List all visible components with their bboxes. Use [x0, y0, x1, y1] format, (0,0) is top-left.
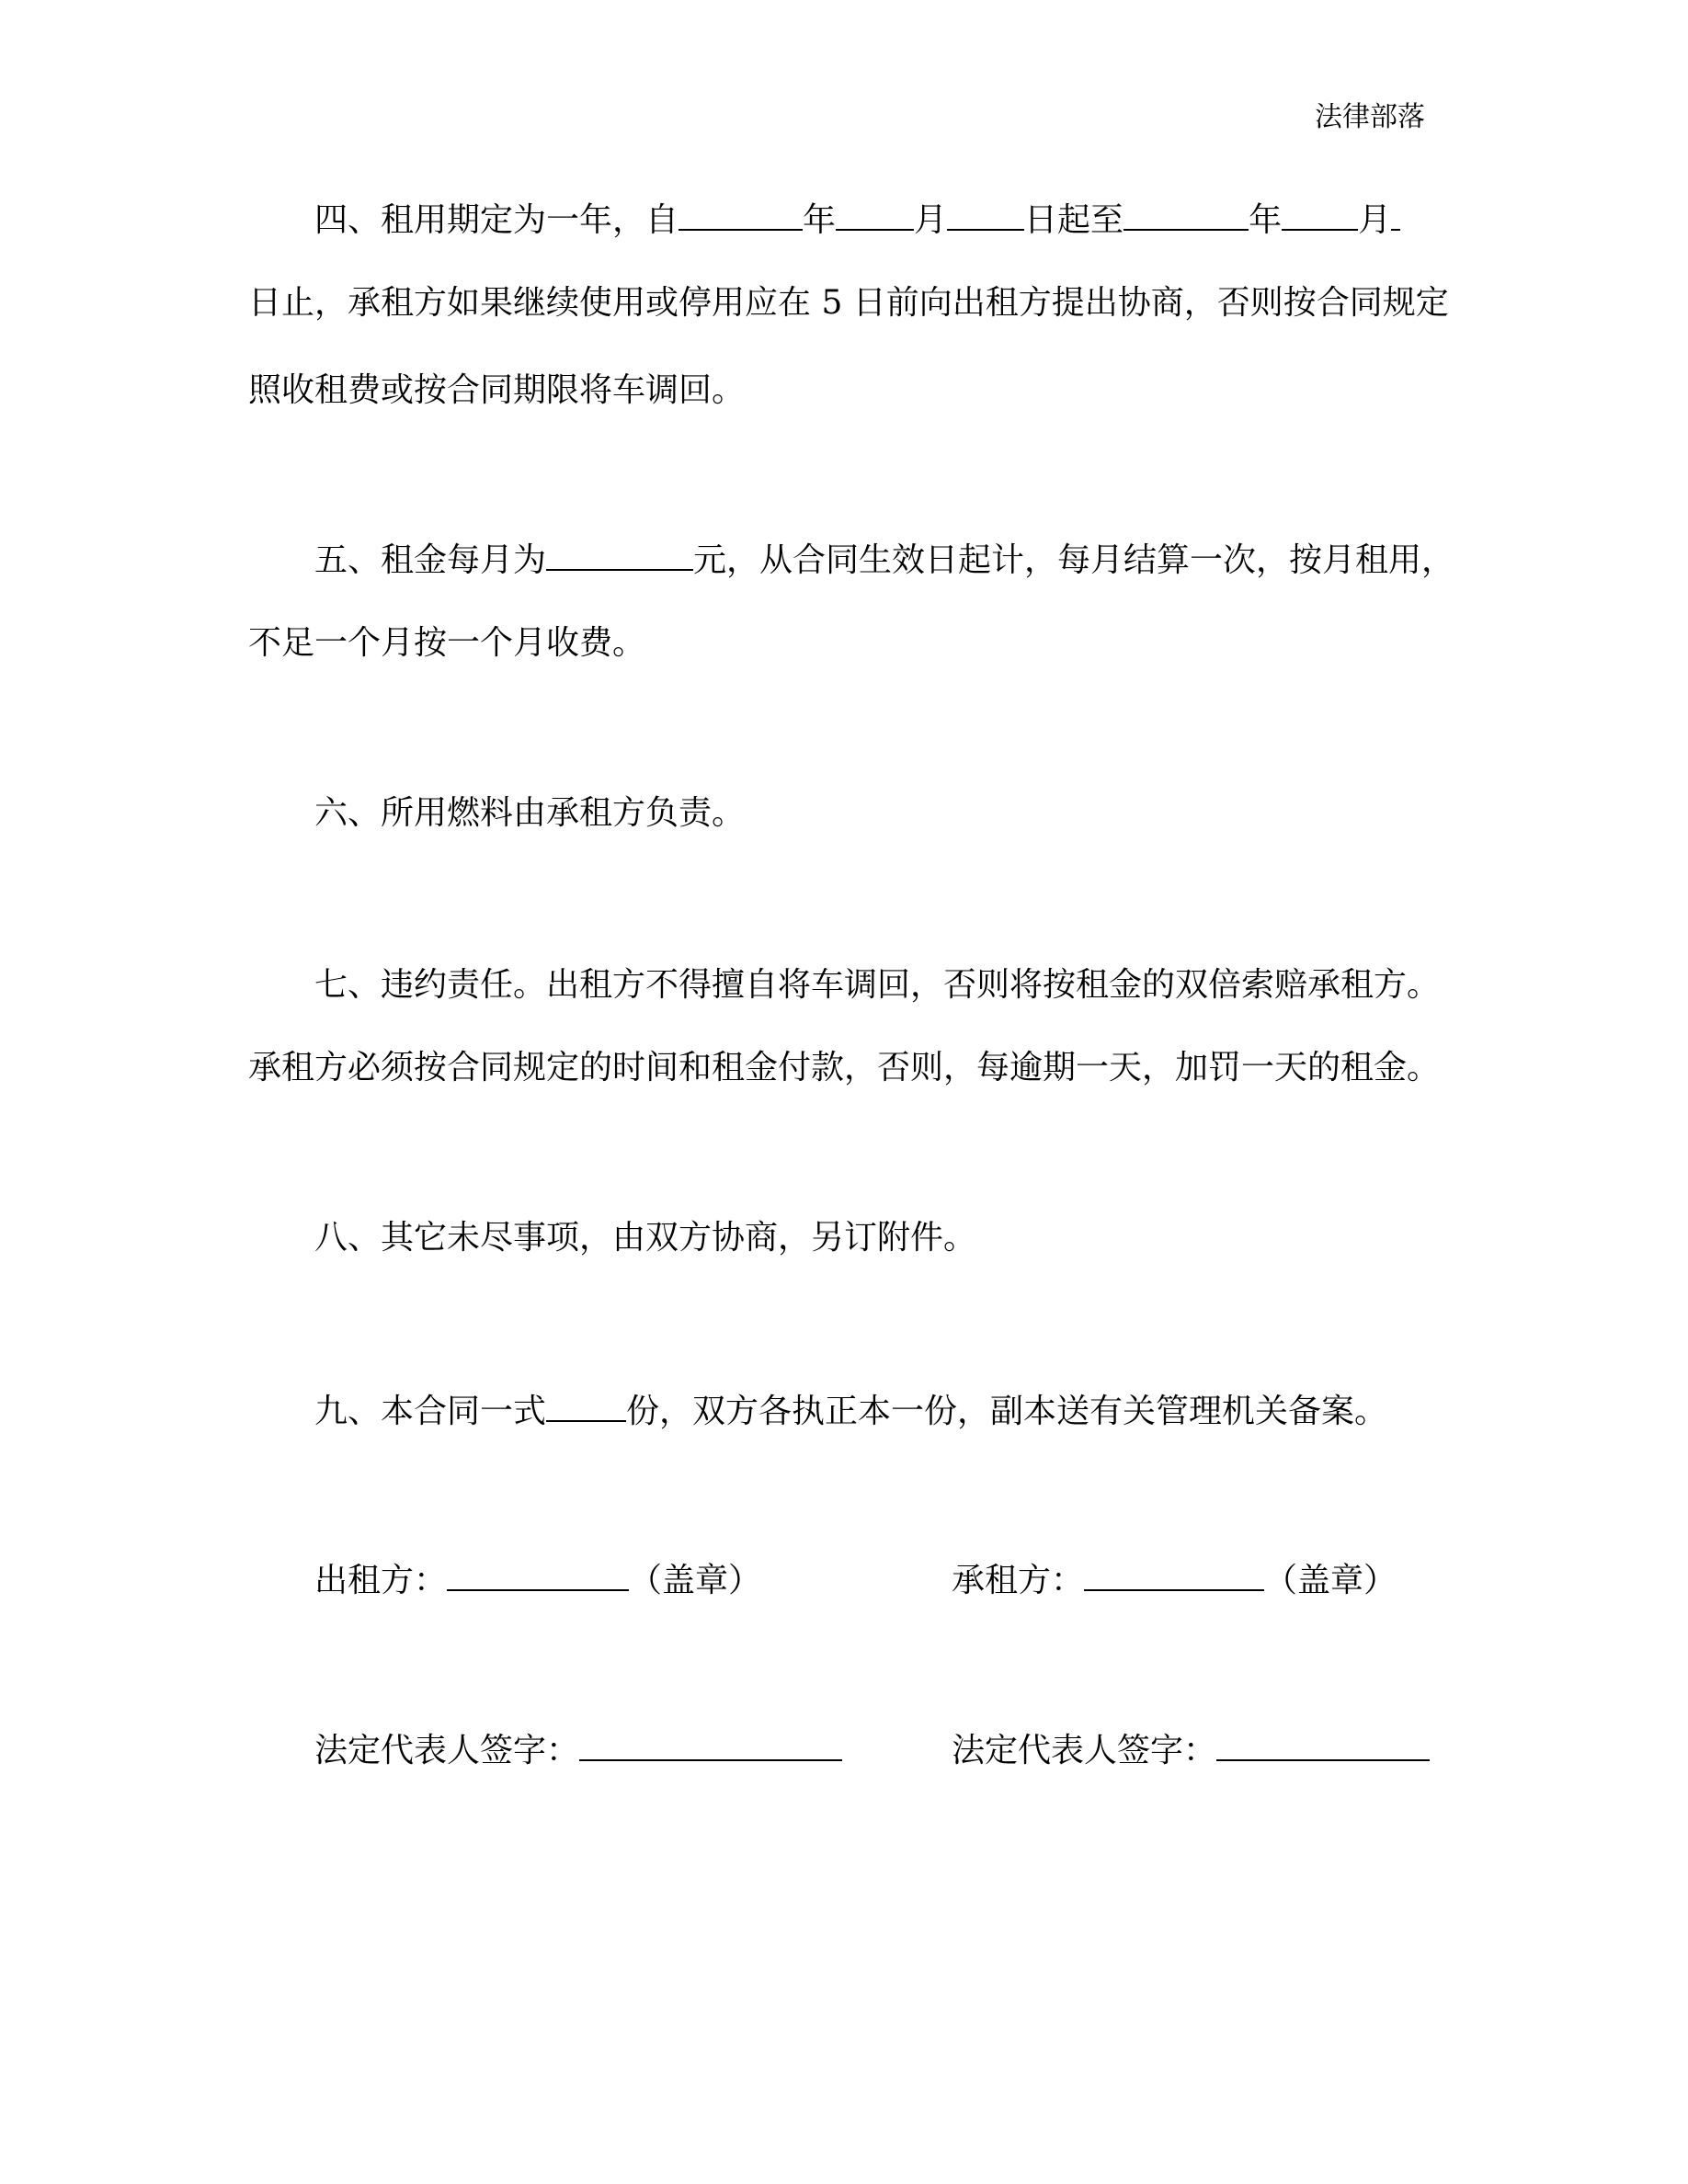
- blank-copies[interactable]: [546, 1389, 626, 1422]
- clause-4-line-3: 照收租费或按合同期限将车调回。: [248, 371, 746, 409]
- clause-5-line-2: 不足一个月按一个月收费。: [248, 624, 646, 662]
- blank-start-month[interactable]: [836, 198, 914, 231]
- clause-8: 八、其它未尽事项，由双方协商，另订附件。: [314, 1219, 977, 1257]
- blank-lessor[interactable]: [447, 1558, 629, 1591]
- blank-lessee[interactable]: [1084, 1558, 1264, 1591]
- clause-7-line-2: 承租方必须按合同规定的时间和租金付款，否则，每逾期一天，加罚一天的租金。: [248, 1049, 1441, 1086]
- text: 月: [914, 201, 948, 239]
- rep-label: 法定代表人签字：: [952, 1732, 1217, 1769]
- blank-lessor-rep[interactable]: [579, 1728, 842, 1761]
- lessee-label: 承租方：: [952, 1562, 1085, 1599]
- blank-lessee-rep[interactable]: [1216, 1728, 1430, 1761]
- blank-end-day[interactable]: [1391, 198, 1400, 231]
- lessee-rep-signature: [952, 1728, 1430, 1771]
- seal-label: （盖章）: [629, 1562, 762, 1599]
- lessor-signature: [314, 1558, 761, 1601]
- text: 月: [1358, 201, 1392, 239]
- text: 九、本合同一式: [314, 1393, 547, 1430]
- text: 元，从合同生效日起计，每月结算一次，按月租用，: [693, 541, 1455, 579]
- clause-5-line-1: [314, 538, 1454, 581]
- lessor-rep-signature: [314, 1728, 842, 1771]
- text: 年: [803, 201, 837, 239]
- text: 五、租金每月为: [314, 541, 547, 579]
- blank-start-day[interactable]: [947, 198, 1024, 231]
- rep-label: 法定代表人签字：: [314, 1732, 580, 1769]
- clause-9: [314, 1389, 1387, 1432]
- blank-end-year[interactable]: [1123, 198, 1249, 231]
- blank-end-month[interactable]: [1282, 198, 1358, 231]
- lessee-signature: [952, 1558, 1397, 1601]
- text: 年: [1249, 201, 1283, 239]
- lessor-label: 出租方：: [314, 1562, 448, 1599]
- text: 份，双方各执正本一份，副本送有关管理机关备案。: [626, 1393, 1388, 1430]
- clause-4-line-2: 日止，承租方如果继续使用或停用应在 5 日前向出租方提出协商，否则按合同规定: [248, 284, 1449, 322]
- page-header: 法律部落: [1315, 101, 1425, 133]
- blank-start-year[interactable]: [679, 198, 803, 231]
- text: 四、租用期定为一年，自: [314, 201, 679, 239]
- blank-monthly-rent[interactable]: [546, 538, 693, 571]
- clause-7-line-1: 七、违约责任。出租方不得擅自将车调回，否则将按租金的双倍索赔承租方。: [314, 966, 1441, 1004]
- text: 日起至: [1024, 201, 1124, 239]
- clause-6: 六、所用燃料由承租方负责。: [314, 794, 746, 832]
- clause-4-line-1: [314, 198, 1400, 241]
- seal-label: （盖章）: [1264, 1562, 1397, 1599]
